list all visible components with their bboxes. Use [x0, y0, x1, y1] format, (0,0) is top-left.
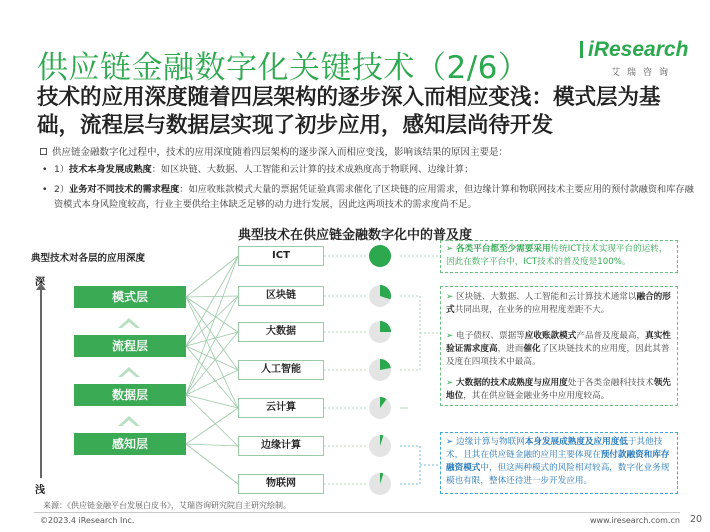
explain-group-3: ➢ 大数据的技术成熟度与应用度处于各类金融科技技术领先地位，其在供应链金融业务中应用度较高。 [446, 378, 671, 401]
page-title: 供应链金融数字化关键技术（2/6） [37, 50, 530, 86]
arrow-icon: ➢ [446, 244, 454, 254]
tech-iot: 物联网 [238, 474, 324, 494]
point-bold: 技术本身发展成熟度 [69, 164, 152, 175]
pie-edge-computing [368, 434, 392, 458]
pie-slice [380, 321, 391, 332]
point-number: 2） [54, 184, 70, 195]
tech-ai: 人工智能 [238, 360, 324, 380]
source-note: 来源：《供应链金融平台发展白皮书》，艾瑞咨询研究院自主研究绘制。 [43, 501, 291, 510]
pie-slice [369, 245, 391, 267]
copyright: ©2023.4 iResearch Inc. [40, 516, 135, 525]
point-number: 1） [54, 164, 70, 175]
layer-mode: 模式层 [74, 286, 186, 308]
pie-ict [368, 244, 392, 268]
explain-group-1: ➢ 区块链、大数据、人工智能和云计算技术通常以融合的形式共同出现，在业务的应用程度差距不大。 [446, 292, 671, 315]
page-subtitle: 技术的应用深度随着四层架构的逐步深入而相应变浅：模式层为基础，流程层与数据层实现了初步应用，感知层尚待开发 [37, 85, 661, 138]
tech-big-data: 大数据 [238, 322, 324, 342]
axis-label-shallow: 浅 [35, 485, 45, 496]
bullet-icon: • [42, 164, 48, 175]
point-bold: 业务对不同技术的需求程度 [69, 184, 180, 195]
pie-cloud [368, 396, 392, 420]
pie-big-data [368, 320, 392, 344]
logo-text: iResearch [588, 38, 689, 61]
explain-edge: ➢ 边缘计算与物联网本身发展成熟度及应用度低于其他技术，且其在供应链金融的应用主要体现在预付款融资和库存融资模式中，但这两种模式的风险相对较高，数字化业务规模也有限，整体还待进一步开发应用。 [446, 437, 670, 486]
arrow-icon: ➢ [446, 378, 454, 388]
explain-group-2: ➢ 电子债权、票据等应收账款模式产品普及度最高，真实性验证需求度高，进而催化了区块链技术的应用度，因此其普及度在四项技术中最高。 [446, 331, 671, 367]
tech-cloud: 云计算 [238, 398, 324, 418]
footer-divider [34, 512, 680, 513]
website: www.iresearch.com.cn [590, 516, 680, 525]
logo-cn-text: 艾瑞咨询 [611, 68, 676, 78]
tech-blockchain: 区块链 [238, 286, 324, 306]
chart-title: 典型技术在供应链金融数字化中的普及度 [237, 228, 472, 243]
bullet-icon: • [42, 184, 48, 195]
pie-iot [368, 472, 392, 496]
point-text: ：如应收账款模式大量的票据凭证验真需求催化了区块链的应用需求，但边缘计算和物联网技术主要应用的预付款融资和库存融资模式本身风险度较高，行业主要供给主体缺乏足够的动力进行发展，因此这两项技术的需求度尚不足。 [54, 184, 694, 210]
axis-label-deep: 深 [35, 277, 45, 288]
intro-text: 供应链金融数字化过程中，技术的应用深度随着四层架构的逐步深入而相应变浅，影响该结果的原因主要是： [52, 147, 509, 158]
page-number: 20 [690, 514, 703, 525]
layer-data: 数据层 [74, 384, 186, 406]
arrow-icon: ➢ [446, 292, 454, 302]
pie-ai [368, 358, 392, 382]
axis-title: 典型技术对各层的应用深度 [31, 253, 146, 264]
pie-blockchain [368, 284, 392, 308]
arrow-icon: ➢ [446, 437, 454, 447]
explain-ict: ➢ 各类平台都至少需要采用传统ICT技术实现平台的运转，因此在数字平台中，ICT技术的普及度是100%。 [446, 244, 668, 267]
tech-edge-computing: 边缘计算 [238, 436, 324, 456]
point-text: ：如区块链、大数据、人工智能和云计算的技术成熟度高于物联网、边缘计算； [151, 164, 474, 175]
layer-process: 流程层 [74, 335, 186, 357]
layer-perception: 感知层 [74, 433, 186, 455]
tech-ict: ICT [238, 246, 324, 266]
arrow-icon: ➢ [446, 331, 454, 341]
